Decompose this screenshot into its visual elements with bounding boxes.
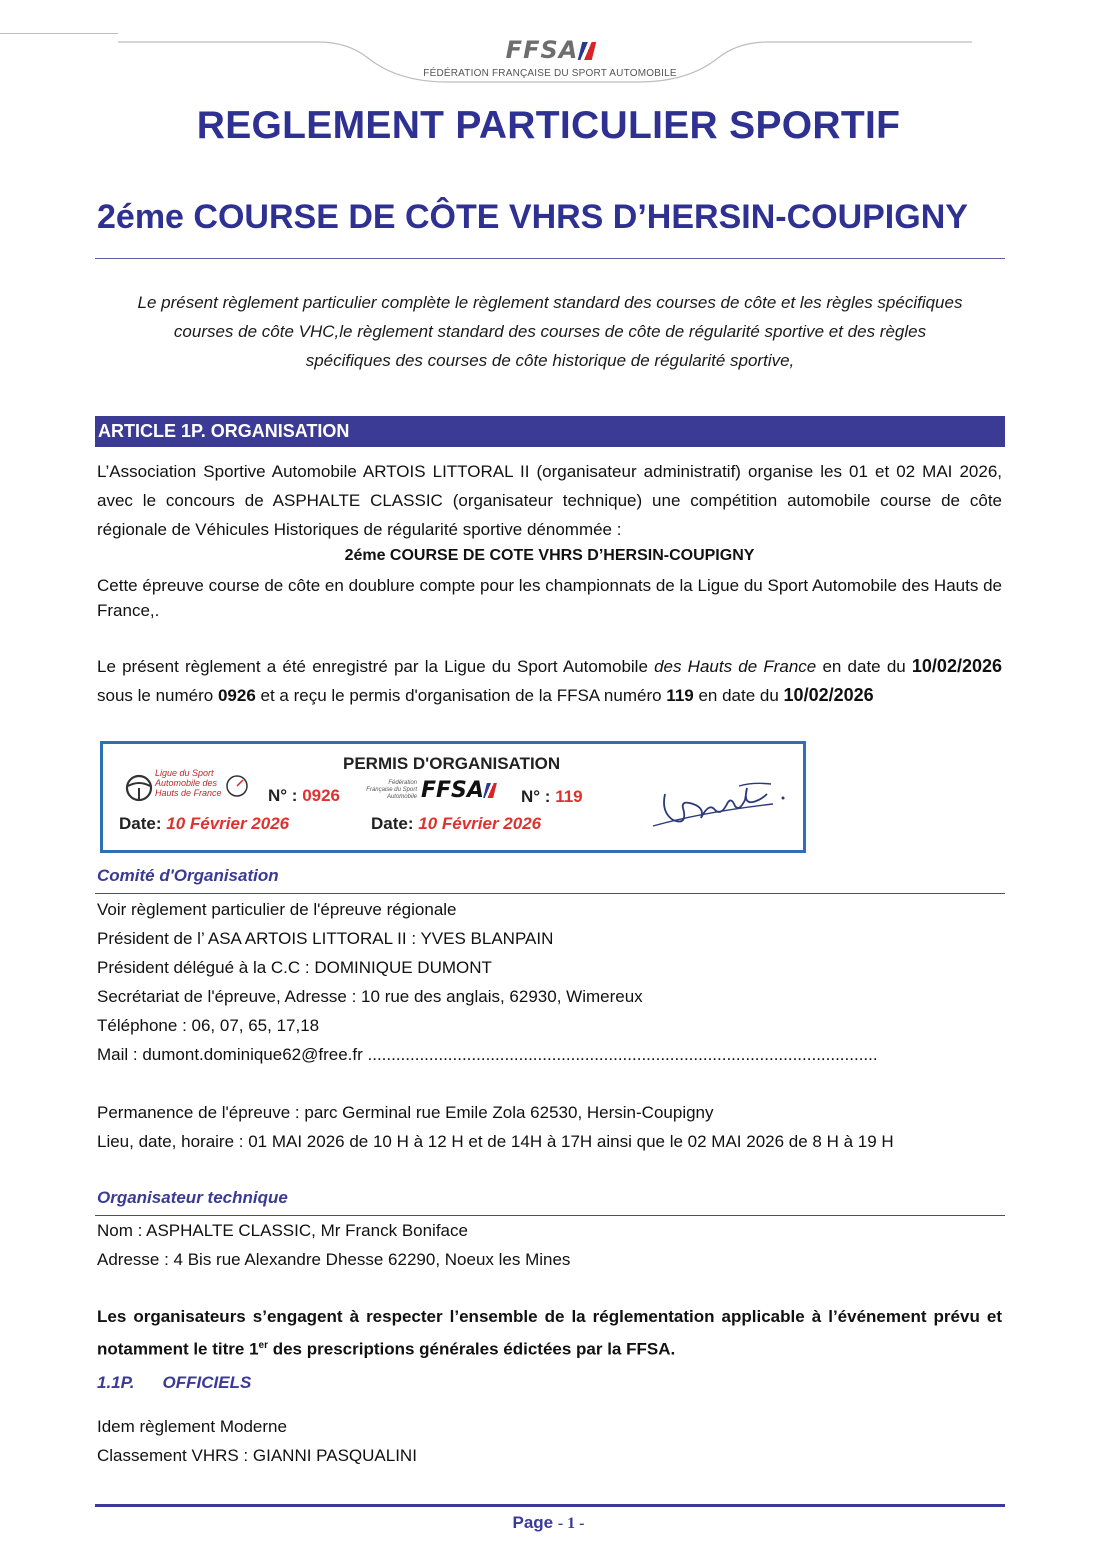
engagement-text: des prescriptions générales édictées par la FFSA.: [268, 1339, 676, 1359]
ligue-date: [119, 814, 289, 834]
intro-line: Le présent règlement particulier complète le règlement standard des courses de côte et les règles spécifiques: [137, 293, 963, 312]
organisateur-line: Nom : ASPHALTE CLASSIC, Mr Franck Boniface: [97, 1221, 468, 1240]
ffsa-date: [371, 814, 541, 834]
ffsa-date-label: Date:: [371, 814, 419, 833]
ffsa-small-logo-subtitle: Fédération Française du Sport Automobile: [366, 780, 417, 800]
ffsa-small-logo-text: FFSA: [421, 778, 484, 803]
event-name: 2éme COURSE DE COTE VHRS D’HERSIN-COUPIGNY: [344, 547, 755, 564]
ffsa-logo: [480, 36, 620, 64]
officiels-line: Idem règlement Moderne: [97, 1417, 287, 1436]
p3-text: sous le numéro: [97, 686, 218, 705]
officiels-lines: [97, 1412, 1002, 1470]
footer-divider: [95, 1504, 1005, 1507]
ffsa-number: [521, 787, 583, 807]
intro-paragraph: [95, 288, 1005, 375]
comite-line: Mail : dumont.dominique62@free.fr ............................................................................................................: [97, 1045, 878, 1064]
officiels-number: 1.1P.: [97, 1373, 135, 1392]
document-subtitle: 2éme COURSE DE CÔTE VHRS D’HERSIN-COUPIGNY: [97, 198, 968, 236]
permit-date: 10/02/2026: [783, 685, 874, 705]
ffsa-small-logo: [421, 778, 495, 803]
ffsa-flag-icon: [578, 42, 596, 60]
organisateur-lines: [97, 1216, 1002, 1274]
p3-text: Le présent règlement a été enregistré par la Ligue du Sport Automobile: [97, 657, 655, 676]
registration-number: 0926: [217, 686, 256, 705]
page-label: Page: [512, 1513, 558, 1532]
officiels-title: OFFICIELS: [162, 1373, 252, 1392]
page-footer: [0, 1513, 1097, 1533]
ligue-logo-text: Ligue du Sport Automobile des Hauts de France: [155, 768, 222, 798]
article-1-paragraph-1: L’Association Sportive Automobile ARTOIS LITTORAL II (organisateur administratif) organise les 01 et 02 MAI 2026, avec le concours de ASPHALTE CLASSIC (organisateur technique) une compétition automobile course de côte régionale de Véhicules Historiques de régularité sportive dénommée :: [97, 462, 1002, 539]
comite-line: Voir règlement particulier de l'épreuve régionale: [97, 900, 457, 919]
comite-line: Secrétariat de l'épreuve, Adresse : 10 rue des anglais, 62930, Wimereux: [97, 987, 643, 1006]
ligue-date-value: 10 Février 2026: [166, 814, 290, 833]
ffsa-logo-text: FFSA: [505, 36, 579, 64]
article-1-paragraph-2: Cette épreuve course de côte en doublure compte pour les championnats de la Ligue du Sport Automobile des Hauts de France,.: [97, 576, 1002, 620]
comite-line: Lieu, date, horaire : 01 MAI 2026 de 10 H à 12 H et de 14H à 17H ainsi que le 02 MAI 2026 de 8 H à 19 H: [97, 1132, 894, 1151]
organisateur-line: Adresse : 4 Bis rue Alexandre Dhesse 62290, Noeux les Mines: [97, 1250, 571, 1269]
ligue-number-value: 0926: [302, 786, 341, 805]
ffsa-number-value: 119: [555, 787, 583, 806]
permit-title: PERMIS D'ORGANISATION: [343, 754, 561, 773]
comite-line: [97, 1069, 1002, 1098]
signature-image: [643, 764, 793, 834]
engagement-superscript: er: [258, 1340, 268, 1351]
ffsa-flag-icon: [483, 783, 497, 798]
ligue-number-label: N° :: [268, 786, 303, 805]
officiels-heading: [97, 1373, 251, 1393]
intro-line: courses de côte VHC,le règlement standard des courses de côte de régularité sportive et des règles: [173, 322, 927, 341]
ffsa-date-value: 10 Février 2026: [418, 814, 542, 833]
comite-line: Président de l’ ASA ARTOIS LITTORAL II : YVES BLANPAIN: [97, 929, 554, 948]
engagement-text: Les organisateurs s’engagent à respecter l’ensemble de la réglementation applicable à l’événement prévu et notamment le titre 1: [97, 1307, 1002, 1359]
intro-line: spécifiques des courses de côte historique de régularité sportive,: [305, 351, 795, 370]
page-number: - 1 -: [557, 1515, 585, 1532]
ffsa-permit-number: 119: [666, 686, 694, 705]
p3-ligue-name: des Hauts de France: [654, 657, 817, 676]
header-left-line: [0, 33, 118, 34]
comite-heading: Comité d'Organisation: [97, 866, 279, 885]
p3-text: en date du: [816, 657, 912, 676]
ligue-number: [268, 786, 340, 806]
article-1-heading: ARTICLE 1P. ORGANISATION: [95, 416, 1005, 447]
document-title: REGLEMENT PARTICULIER SPORTIF: [196, 104, 901, 147]
p3-text: en date du: [693, 686, 784, 705]
ligue-date-label: Date:: [119, 814, 167, 833]
comite-lines: [97, 895, 1002, 1156]
comite-line: Téléphone : 06, 07, 65, 17,18: [97, 1016, 320, 1035]
comite-line: Président délégué à la C.C : DOMINIQUE DUMONT: [97, 958, 492, 977]
registration-date: 10/02/2026: [911, 656, 1002, 676]
p3-text: et a reçu le permis d'organisation de la FFSA numéro: [255, 686, 667, 705]
comite-divider: [95, 893, 1005, 894]
officiels-line: Classement VHRS : GIANNI PASQUALINI: [97, 1446, 417, 1465]
ffsa-logo-subtitle: FÉDÉRATION FRANÇAISE DU SPORT AUTOMOBILE: [423, 68, 677, 79]
engagement-paragraph: [97, 1302, 1002, 1364]
comite-line: Permanence de l'épreuve : parc Germinal rue Emile Zola 62530, Hersin-Coupigny: [97, 1103, 714, 1122]
ffsa-number-label: N° :: [521, 787, 556, 806]
article-1-paragraph-3: [97, 652, 1002, 710]
title-divider: [95, 258, 1005, 259]
permit-box: [100, 741, 806, 853]
organisateur-heading: Organisateur technique: [97, 1188, 288, 1207]
